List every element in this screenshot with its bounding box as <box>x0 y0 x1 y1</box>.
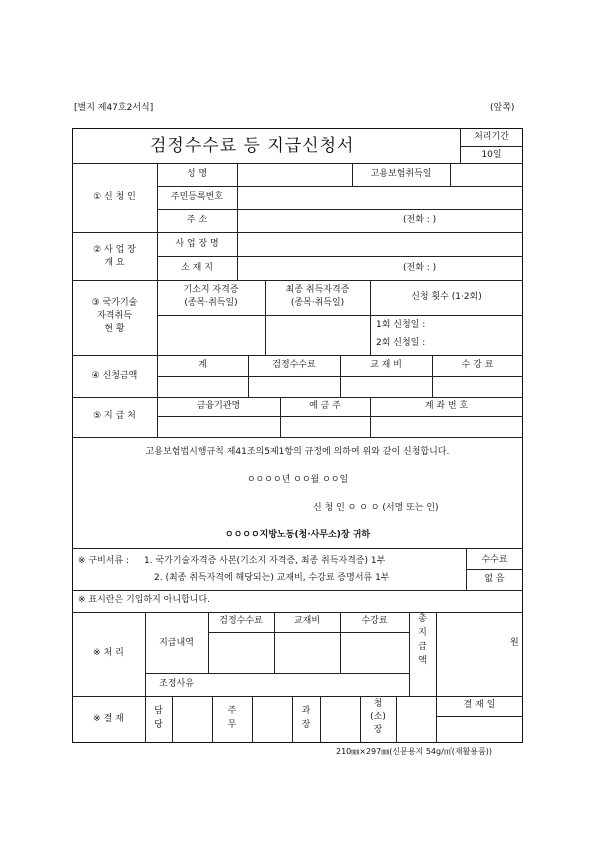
resident-number-field[interactable] <box>238 187 522 208</box>
insurance-date-label: 고용보험취득일 <box>370 169 432 179</box>
name-field[interactable] <box>238 164 351 185</box>
account-holder-field[interactable] <box>281 417 369 436</box>
resident-number-label: 주민등록번호 <box>170 192 224 202</box>
adjustment-reason-field[interactable] <box>209 674 408 695</box>
amount-total-field[interactable] <box>158 377 247 396</box>
first-application-date[interactable]: 1회 신청일 : <box>376 320 426 330</box>
addressee: ㅇㅇㅇㅇ지방노동(청·사무소)장 귀하 <box>224 530 371 540</box>
processing-divider <box>460 146 523 147</box>
address-field[interactable] <box>238 210 398 231</box>
amount-header-total: 계 <box>198 360 207 370</box>
approval-section-label: ※ 결 재 <box>93 714 124 724</box>
amount-header-exam-fee: 검정수수료 <box>272 360 316 370</box>
workplace-name-field[interactable] <box>238 233 522 255</box>
section-divider <box>72 397 523 398</box>
paper-spec: 210㎜×297㎜(신문용지 54g/㎡(재활용품)) <box>336 747 493 756</box>
section-divider <box>72 280 523 281</box>
row-line <box>466 569 523 570</box>
declaration-date[interactable]: ㅇㅇㅇㅇ년 ㅇㅇ월 ㅇㅇ일 <box>246 475 349 485</box>
declaration-signature[interactable]: 신 청 인 ㅇ ㅇ ㅇ (서명 또는 인) <box>313 503 439 513</box>
processing-header-exam-fee: 검정수수료 <box>219 616 263 626</box>
amount-tuition-field[interactable] <box>433 377 522 396</box>
qualification-section-label-line2: 자격취득 <box>97 311 132 321</box>
approval-chief-char-2: 무 <box>227 720 237 730</box>
head-sign-box[interactable] <box>321 697 359 742</box>
qualification-section-label-line3: 현 황 <box>104 324 125 334</box>
approval-date-label: 결 재 일 <box>463 700 496 710</box>
approval-head-char-1: 과 <box>301 706 311 716</box>
fee-label: 수수료 <box>481 555 508 565</box>
chief-sign-box[interactable] <box>253 697 291 742</box>
processing-textbook-field[interactable] <box>275 633 339 672</box>
page-side-label: (앞쪽) <box>490 103 515 113</box>
approval-officer-char-1: 담 <box>154 706 163 716</box>
approval-director-line-3: 장 <box>373 725 383 735</box>
final-certificate-sublabel: (종목·취득일) <box>290 298 345 308</box>
section-divider <box>72 590 523 591</box>
final-certificate-label: 최종 취득자격증 <box>285 285 350 295</box>
existing-certificate-sublabel: (종목·취득일) <box>184 298 238 308</box>
section-divider <box>72 548 523 549</box>
insurance-date-field[interactable] <box>451 164 522 185</box>
payee-header-account: 계 좌 번 호 <box>424 401 469 411</box>
final-certificate-field[interactable] <box>266 316 369 354</box>
form-reference: [별지 제47호2서식] <box>74 103 154 113</box>
workplace-section-label-line1: ② 사 업 장 <box>93 245 136 255</box>
applicant-section-label: ① 신 청 인 <box>93 192 136 202</box>
amount-header-textbook: 교 재 비 <box>370 360 402 370</box>
processing-period-value: 10일 <box>481 150 502 160</box>
director-sign-box[interactable] <box>397 697 435 742</box>
total-amount-char-2: 지 <box>418 628 427 638</box>
documents-item-1: 1. 국가기술자격증 사본(기소지 자격증, 최종 취득자격증) 1부 <box>144 556 386 566</box>
total-amount-char-3: 급 <box>418 642 427 652</box>
workplace-phone-field[interactable]: (전화 : ) <box>403 263 437 273</box>
workplace-location-field[interactable] <box>238 257 398 279</box>
approval-head-char-2: 장 <box>301 720 311 730</box>
section-divider <box>72 696 523 697</box>
processing-tuition-field[interactable] <box>341 633 408 672</box>
documents-label: ※ 구비서류 : <box>78 556 130 566</box>
account-number-field[interactable] <box>371 417 522 436</box>
section-divider <box>72 437 523 438</box>
amount-exam-fee-field[interactable] <box>249 377 339 396</box>
address-label: 주 소 <box>186 215 208 225</box>
workplace-name-label: 사 업 장 명 <box>175 239 219 249</box>
processing-exam-fee-field[interactable] <box>209 633 273 672</box>
amount-section-label: ④ 신청금액 <box>91 371 138 381</box>
amount-textbook-field[interactable] <box>341 377 431 396</box>
declaration-statement: 고용보험법시행규칙 제41조의5제1항의 규정에 의하여 위와 같이 신청합니다. <box>145 447 450 457</box>
processing-header-textbook: 교재비 <box>293 616 321 626</box>
adjustment-reason-label: 조정사유 <box>159 679 194 689</box>
payee-header-holder: 예 금 주 <box>309 401 341 411</box>
documents-item-2: 2. (최종 취득자격에 해당되는) 교재비, 수강료 증명서류 1부 <box>154 573 390 583</box>
amount-header-tuition: 수 강 료 <box>461 360 494 370</box>
total-amount-field[interactable] <box>437 613 509 695</box>
total-amount-char-1: 총 <box>418 614 427 624</box>
officer-sign-box[interactable] <box>173 697 211 742</box>
section-divider <box>72 355 523 356</box>
name-label: 성 명 <box>186 169 208 179</box>
applicant-phone-field[interactable]: (전화 : ) <box>403 215 437 225</box>
second-application-date[interactable]: 2회 신청일 : <box>376 338 426 348</box>
approval-director-line-1: 청 <box>373 699 383 709</box>
existing-certificate-label: 기소지 자격증 <box>183 285 239 295</box>
processing-section-label: ※ 처 리 <box>93 648 124 658</box>
existing-certificate-field[interactable] <box>158 316 264 354</box>
total-amount-char-4: 액 <box>418 656 427 666</box>
approval-director-line-2: (소) <box>370 712 386 722</box>
payee-header-bank: 금융기관명 <box>196 401 241 411</box>
qualification-section-label-line1: ③ 국가기술 <box>91 298 138 308</box>
workplace-location-label: 소 재 지 <box>181 263 213 273</box>
fee-value: 없 음 <box>484 574 505 584</box>
payee-section-label: ⑤ 지 급 처 <box>93 411 136 421</box>
office-use-note: ※ 표시란은 기입하지 아니합니다. <box>78 595 211 605</box>
processing-header-tuition: 수강료 <box>361 616 388 626</box>
won-unit: 원 <box>510 638 519 648</box>
payment-detail-label: 지급내역 <box>159 638 194 648</box>
processing-period-label: 처리기간 <box>474 132 509 142</box>
approval-date-field[interactable] <box>437 717 522 742</box>
bank-name-field[interactable] <box>158 417 279 436</box>
workplace-section-label-line2: 개 요 <box>104 258 125 268</box>
approval-officer-char-2: 당 <box>154 720 163 730</box>
approval-chief-char-1: 주 <box>227 706 237 716</box>
application-count-label: 신청 횟수 (1·2회) <box>411 292 482 302</box>
form-title: 검정수수료 등 지급신청서 <box>150 136 355 156</box>
